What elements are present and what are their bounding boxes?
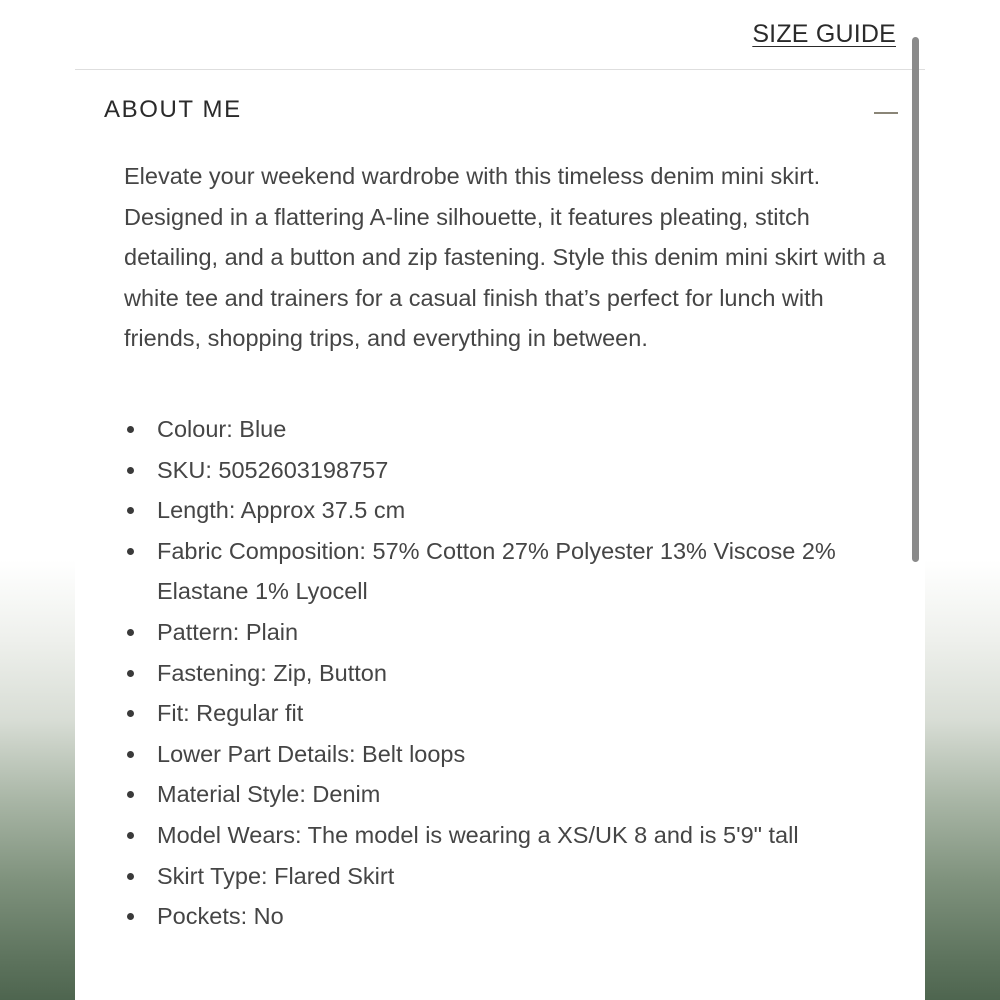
- spec-item-pattern: [124, 612, 894, 653]
- spec-text: Pockets: No: [157, 903, 284, 930]
- bullet-icon: [127, 670, 134, 677]
- spec-item-fastening: [124, 653, 894, 694]
- spec-text: Fabric Composition: 57% Cotton 27% Polyester 13% Viscose 2% Elastane 1% Lyocell: [157, 537, 836, 605]
- spec-text: SKU: 5052603198757: [157, 456, 389, 483]
- spec-text: Fit: Regular fit: [157, 700, 304, 727]
- bullet-icon: [127, 751, 134, 758]
- bullet-icon: [127, 913, 134, 920]
- bullet-icon: [127, 629, 134, 636]
- bullet-icon: [127, 791, 134, 798]
- accordion-title: ABOUT ME: [104, 96, 242, 123]
- spec-item-material-style: [124, 774, 894, 815]
- bullet-icon: [127, 710, 134, 717]
- spec-item-length: [124, 490, 894, 531]
- product-description: Elevate your weekend wardrobe with this timeless denim mini skirt. Designed in a flattering A-line silhouette, it features pleating, stitch detailing, and a button and zip fastening. Style this denim mini skirt with a white tee and trainers for a casual finish that’s perfect for lunch with friends, shopping trips, and everything in between.: [124, 163, 886, 352]
- spec-item-lower-part: [124, 734, 894, 775]
- spec-item-pockets: [124, 896, 894, 937]
- spec-item-colour: [124, 409, 894, 450]
- spec-text: Colour: Blue: [157, 416, 287, 442]
- bullet-icon: [127, 426, 134, 433]
- bullet-icon: [127, 548, 134, 555]
- spec-text: Fastening: Zip, Button: [157, 659, 387, 686]
- spec-text: Pattern: Plain: [157, 618, 299, 645]
- bullet-icon: [127, 467, 134, 474]
- spec-text: Model Wears: The model is wearing a XS/UK 8 and is 5'9" tall: [157, 821, 799, 848]
- spec-item-fit: [124, 693, 894, 734]
- spec-text: Lower Part Details: Belt loops: [157, 740, 466, 767]
- spec-item-sku: [124, 450, 894, 491]
- spec-item-model-wears: [124, 815, 894, 856]
- minus-icon[interactable]: [874, 112, 898, 114]
- spec-item-skirt-type: [124, 856, 894, 897]
- product-specs-list: [124, 409, 894, 937]
- about-me-accordion-header[interactable]: [104, 96, 899, 132]
- bullet-icon: [127, 507, 134, 514]
- spec-text: Material Style: Denim: [157, 781, 381, 808]
- size-guide-link[interactable]: SIZE GUIDE: [752, 20, 896, 48]
- scrollbar-thumb[interactable]: [912, 37, 919, 562]
- product-details-panel: [75, 0, 925, 1000]
- spec-text: Length: Approx 37.5 cm: [157, 497, 406, 524]
- bullet-icon: [127, 832, 134, 839]
- section-divider: [75, 69, 925, 70]
- spec-text: Skirt Type: Flared Skirt: [157, 862, 395, 889]
- bullet-icon: [127, 873, 134, 880]
- spec-item-fabric: [124, 531, 894, 612]
